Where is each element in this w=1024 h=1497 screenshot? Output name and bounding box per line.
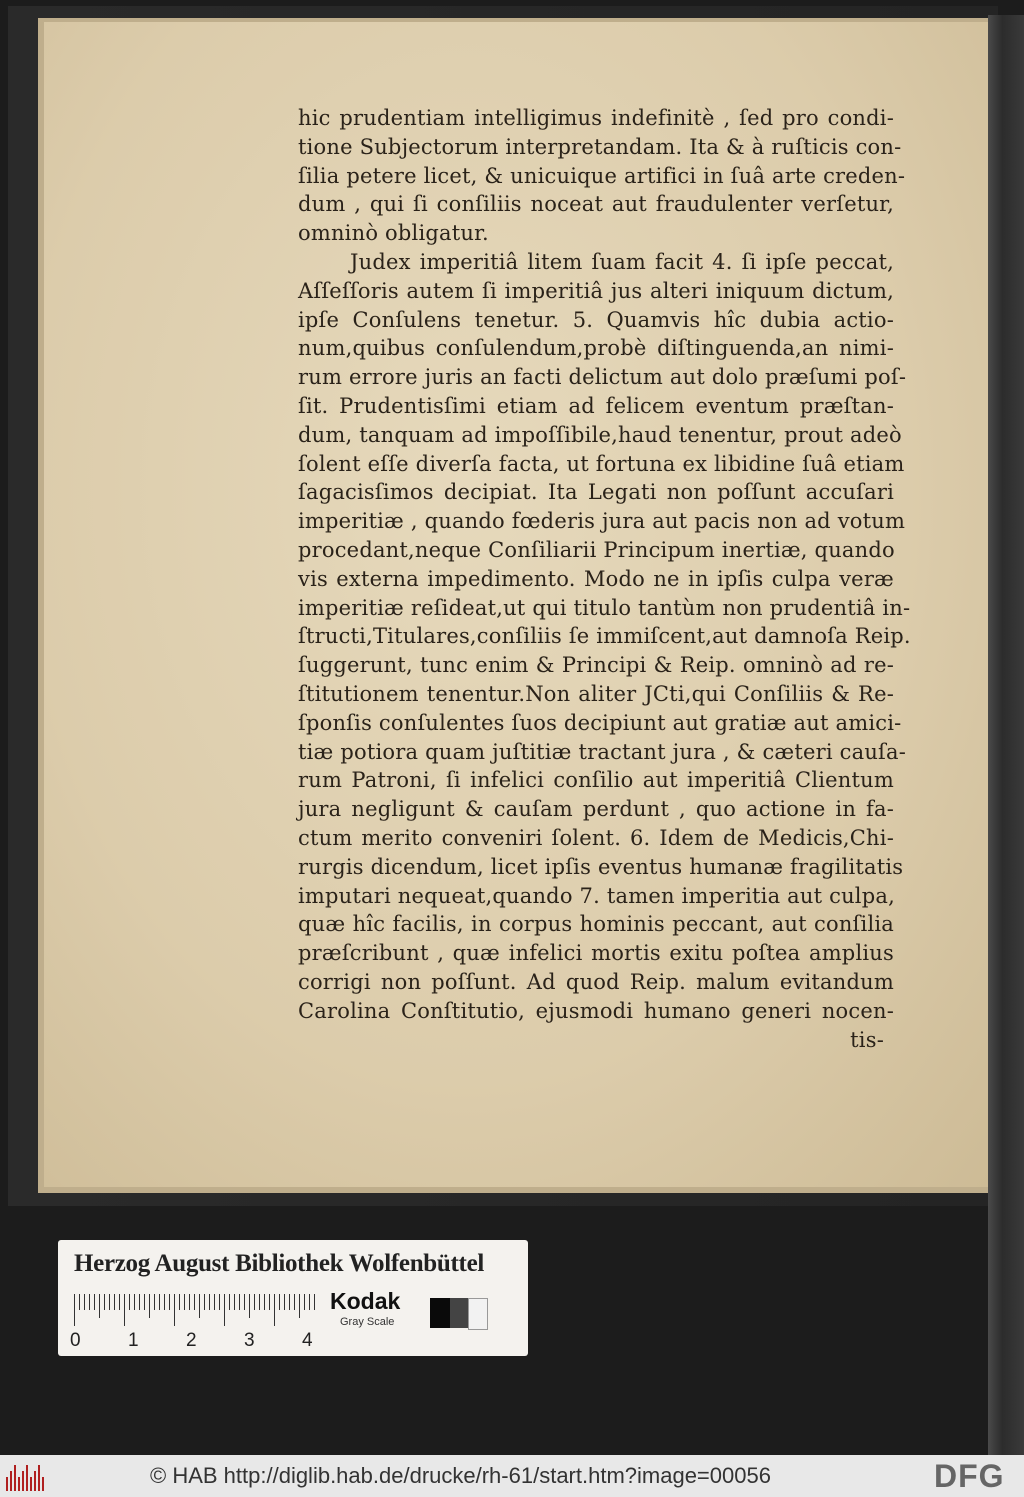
ruler-tick	[94, 1294, 95, 1310]
text-line-30: præſcribunt , quæ infelici mortis exitu poſtea amplius	[298, 941, 894, 966]
text-line-9: num,quibus conſulendum,probè diſtinguenda,an nimi-	[298, 336, 894, 361]
ruler-tick	[279, 1294, 280, 1310]
hab-logo-bar	[10, 1471, 12, 1491]
ruler-tick	[99, 1294, 100, 1318]
text-line-29: quæ hîc facilis, in corpus hominis peccant, aut conſilia	[298, 912, 894, 937]
ruler-tick	[219, 1294, 220, 1310]
text-line-8: ipſe Conſulens tenetur. 5. Quamvis hîc dubia actio-	[298, 307, 894, 332]
footer-bar	[0, 1455, 1024, 1497]
gray-swatch-white	[468, 1298, 488, 1330]
calibration-card	[58, 1240, 528, 1356]
kodak-logo: Kodak	[330, 1288, 401, 1314]
text-line-4: dum , qui ſi conſiliis noceat aut fraudulenter verſetur,	[298, 192, 894, 217]
text-line-32: Carolina Conſtitutio, ejusmodi humano generi nocen-	[298, 998, 894, 1023]
hab-logo-bar	[14, 1465, 16, 1491]
ruler-tick	[109, 1294, 110, 1310]
hab-logo-bar	[26, 1465, 28, 1491]
ruler-tick	[209, 1294, 210, 1310]
hab-logo-bar	[38, 1465, 40, 1491]
text-line-22: ſponſis conſulentes ſuos decipiunt aut gratiæ aut amici-	[298, 710, 902, 735]
ruler-tick	[129, 1294, 130, 1310]
ruler-number-3: 3	[244, 1330, 255, 1351]
ruler-tick	[174, 1294, 175, 1326]
ruler-number-0: 0	[70, 1330, 81, 1351]
ruler-tick	[234, 1294, 235, 1310]
ruler-tick	[164, 1294, 165, 1310]
ruler-tick	[299, 1294, 300, 1318]
ruler-tick	[179, 1294, 180, 1310]
text-line-18: imperitiæ reſideat,ut qui titulo tantùm non prudentiâ in-	[298, 595, 911, 620]
ruler-tick	[314, 1294, 315, 1310]
ruler-tick	[119, 1294, 120, 1310]
text-line-20: ſuggerunt, tunc enim & Principi & Reip. omninò ad re-	[298, 653, 894, 678]
ruler-tick	[124, 1294, 125, 1326]
ruler-tick	[284, 1294, 285, 1310]
ruler-tick	[104, 1294, 105, 1310]
text-line-5: omninò obligatur.	[298, 221, 489, 246]
ruler-tick	[74, 1294, 75, 1326]
ruler-tick	[229, 1294, 230, 1310]
library-name: Herzog August Bibliothek Wolfenbüttel	[74, 1250, 485, 1277]
scale-ruler	[74, 1294, 314, 1326]
text-line-28: imputari nequeat,quando 7. tamen imperitia aut culpa,	[298, 883, 895, 908]
ruler-number-4: 4	[302, 1330, 313, 1351]
ruler-tick	[249, 1294, 250, 1318]
text-line-3: ſilia petere licet, & unicuique artifici in ſuâ arte creden-	[298, 163, 906, 188]
ruler-tick	[264, 1294, 265, 1310]
text-line-6: Judex imperitiâ litem ſuam facit 4. ſi ipſe peccat,	[350, 249, 894, 274]
ruler-tick	[189, 1294, 190, 1310]
ruler-tick	[149, 1294, 150, 1318]
ruler-tick	[84, 1294, 85, 1310]
hab-logo-bar	[30, 1477, 32, 1491]
text-line-13: ſolent eſſe diverſa facta, ut fortuna ex libidine ſuâ etiam	[298, 451, 905, 476]
ruler-tick	[154, 1294, 155, 1310]
ruler-tick	[309, 1294, 310, 1310]
text-line-11: ſit. Prudentisſimi etiam ad felicem eventum præſtan-	[298, 393, 894, 418]
hab-logo-icon	[6, 1461, 48, 1491]
ruler-tick	[259, 1294, 260, 1310]
page-text	[298, 104, 911, 1054]
ruler-tick	[254, 1294, 255, 1310]
ruler-tick	[269, 1294, 270, 1310]
gray-scale-label: Gray Scale	[340, 1316, 395, 1328]
ruler-tick	[204, 1294, 205, 1310]
ruler-tick	[199, 1294, 200, 1318]
text-line-19: ſtructi,Titulares,conſiliis ſe immiſcent,aut damnoſa Reip.	[298, 624, 911, 649]
text-line-17: vis externa impedimento. Modo ne in ipſis culpa veræ	[298, 566, 894, 591]
ruler-tick	[134, 1294, 135, 1310]
catchword: tis-	[850, 1027, 884, 1052]
ruler-tick	[294, 1294, 295, 1310]
hab-logo-bar	[34, 1471, 36, 1491]
ruler-tick	[214, 1294, 215, 1310]
hab-logo-bar	[6, 1477, 8, 1491]
text-line-12: dum, tanquam ad impoſſibile,haud tenentur, prout adeò	[298, 422, 902, 447]
hab-logo-bar	[42, 1477, 44, 1491]
copyright-link[interactable]: © HAB http://diglib.hab.de/drucke/rh-61/start.htm?image=00056	[150, 1463, 771, 1488]
ruler-tick	[169, 1294, 170, 1310]
ruler-tick	[184, 1294, 185, 1310]
ruler-tick	[289, 1294, 290, 1310]
hab-logo-bar	[22, 1471, 24, 1491]
text-line-26: ctum merito conveniri ſolent. 6. Idem de Medicis,Chi-	[298, 825, 894, 850]
ruler-tick	[89, 1294, 90, 1310]
ruler-tick	[224, 1294, 225, 1326]
ruler-tick	[114, 1294, 115, 1310]
text-line-14: ſagacisſimos decipiat. Ita Legati non poſſunt accuſari	[298, 480, 894, 505]
text-line-10: rum errore juris an facti delictum aut dolo præſumi poſ-	[298, 365, 907, 390]
text-line-16: procedant,neque Conſiliarii Principum inertiæ, quando	[298, 537, 895, 562]
text-line-7: Aſſeſſoris autem ſi imperitiâ jus alteri iniquum dictum,	[298, 278, 894, 303]
text-line-1: hic prudentiam intelligimus indefinitè , ſed pro condi-	[298, 106, 894, 130]
ruler-tick	[144, 1294, 145, 1310]
ruler-number-2: 2	[186, 1330, 197, 1351]
ruler-tick	[79, 1294, 80, 1310]
text-line-21: ſtitutionem tenentur.Non aliter JCti,qui Conſiliis & Re-	[298, 681, 894, 706]
text-line-15: imperitiæ , quando fœderis jura aut pacis non ad votum	[298, 509, 906, 534]
dfg-logo: DFG	[934, 1458, 1005, 1494]
ruler-number-1: 1	[128, 1330, 139, 1351]
ruler-tick	[304, 1294, 305, 1310]
text-line-31: corrigi non poſſunt. Ad quod Reip. malum evitandum	[298, 969, 894, 994]
ruler-tick	[244, 1294, 245, 1310]
book-edge	[988, 15, 1024, 1455]
ruler-tick	[139, 1294, 140, 1310]
ruler-tick	[274, 1294, 275, 1326]
text-line-24: rum Patroni, ſi infelici conſilio aut imperitiâ Clientum	[298, 768, 894, 793]
text-line-25: jura negligunt & cauſam perdunt , quo actione in fa-	[298, 797, 894, 822]
ruler-tick	[239, 1294, 240, 1310]
text-line-27: rurgis dicendum, licet ipſis eventus humanæ fragilitatis	[298, 854, 904, 879]
gray-swatch-dark	[450, 1298, 468, 1328]
gray-swatch-black	[430, 1298, 450, 1328]
text-line-2: tione Subjectorum interpretandam. Ita & à ruſticis con-	[298, 134, 902, 159]
ruler-tick	[194, 1294, 195, 1310]
hab-logo-bar	[18, 1477, 20, 1491]
ruler-tick	[159, 1294, 160, 1310]
text-line-23: tiæ potiora quam juſtitiæ tractant jura , & cæteri cauſa-	[298, 739, 907, 764]
